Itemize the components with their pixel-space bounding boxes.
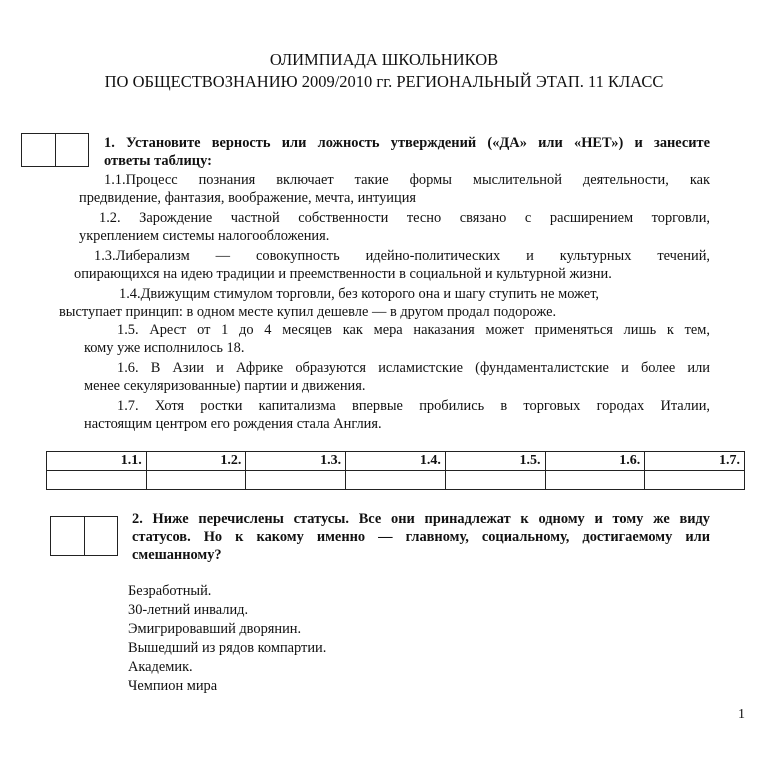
task1-score-box [21, 133, 89, 167]
statement-1-1-line1: 1.1.Процесс познания включает такие формы мыслительной деятельности, как [104, 172, 710, 188]
status-item-1: Безработный. [128, 583, 212, 599]
task2-score-box [50, 516, 118, 556]
statement-1-6-line1: 1.6. В Азии и Африке образуются исламистские (фундаменталистские и более или [117, 360, 710, 376]
statement-1-2-line2: укреплением системы налогообложения. [79, 228, 330, 244]
answer-header-1-5: 1.5. [445, 452, 545, 471]
answer-cell-1-4[interactable] [346, 471, 446, 490]
status-item-2: 30-летний инвалид. [128, 602, 249, 618]
answer-header-1-3: 1.3. [246, 452, 346, 471]
answer-cell-1-7[interactable] [645, 471, 745, 490]
answer-cell-1-1[interactable] [47, 471, 147, 490]
statement-1-3-line1: 1.3.Либерализм — совокупность идейно-политических и культурных течений, [94, 248, 710, 264]
statement-1-7-line1: 1.7. Хотя ростки капитализма впервые пробились в торговых городах Италии, [117, 398, 710, 414]
statement-1-4-line1: 1.4.Движущим стимулом торговли, без которого она и шагу ступить не может, [119, 286, 600, 302]
task2-title-line1: 2. Ниже перечислены статусы. Все они принадлежат к одному и тому же виду [132, 511, 710, 527]
task2-title-line2: статусов. Но к какому именно — главному, социальному, достигаемому или [132, 529, 710, 545]
document-title-line1: ОЛИМПИАДА ШКОЛЬНИКОВ [269, 50, 499, 69]
answer-table-header-row [47, 452, 745, 471]
answer-header-1-4: 1.4. [346, 452, 446, 471]
answer-table-input-row [47, 471, 745, 490]
task1-title-line1: 1. Установите верность или ложность утверждений («ДА» или «НЕТ») и занесите [104, 135, 710, 151]
answer-cell-1-6[interactable] [545, 471, 645, 490]
statement-1-5-line1: 1.5. Арест от 1 до 4 месяцев как мера наказания может применяться лишь к тем, [117, 322, 710, 338]
answer-table [46, 451, 745, 490]
answer-header-1-7: 1.7. [645, 452, 745, 471]
task2-title-line3: смешанному? [132, 547, 222, 563]
answer-header-1-6: 1.6. [545, 452, 645, 471]
task1-title-line2: ответы таблицу: [104, 153, 212, 169]
answer-cell-1-2[interactable] [146, 471, 246, 490]
statement-1-2-line1: 1.2. Зарождение частной собственности тесно связано с расширением торговли, [99, 210, 710, 226]
statement-1-5-line2: кому уже исполнилось 18. [84, 340, 245, 356]
statement-1-4-line2: выступает принцип: в одном месте купил дешевле — в другом продал подороже. [59, 304, 557, 320]
statement-1-1-line2: предвидение, фантазия, воображение, мечта, интуиция [79, 190, 417, 206]
statement-1-6-line2: менее секуляризованные) партии и движения. [84, 378, 366, 394]
document-title-line2: ПО ОБЩЕСТВОЗНАНИЮ 2009/2010 гг. РЕГИОНАЛЬНЫЙ ЭТАП. 11 КЛАСС [104, 72, 664, 91]
answer-cell-1-3[interactable] [246, 471, 346, 490]
status-item-5: Академик. [128, 659, 193, 675]
answer-header-1-2: 1.2. [146, 452, 246, 471]
status-item-6: Чемпион мира [128, 678, 218, 694]
statement-1-3-line2: опирающихся на идею традиции и преемственности в социальной и культурной жизни. [74, 266, 612, 282]
status-item-3: Эмигрировавший дворянин. [128, 621, 302, 637]
status-item-4: Вышедший из рядов компартии. [128, 640, 327, 656]
answer-cell-1-5[interactable] [445, 471, 545, 490]
answer-header-1-1: 1.1. [47, 452, 147, 471]
statement-1-7-line2: настоящим центром его рождения стала Англия. [84, 416, 382, 432]
page-number: 1 [738, 707, 745, 722]
